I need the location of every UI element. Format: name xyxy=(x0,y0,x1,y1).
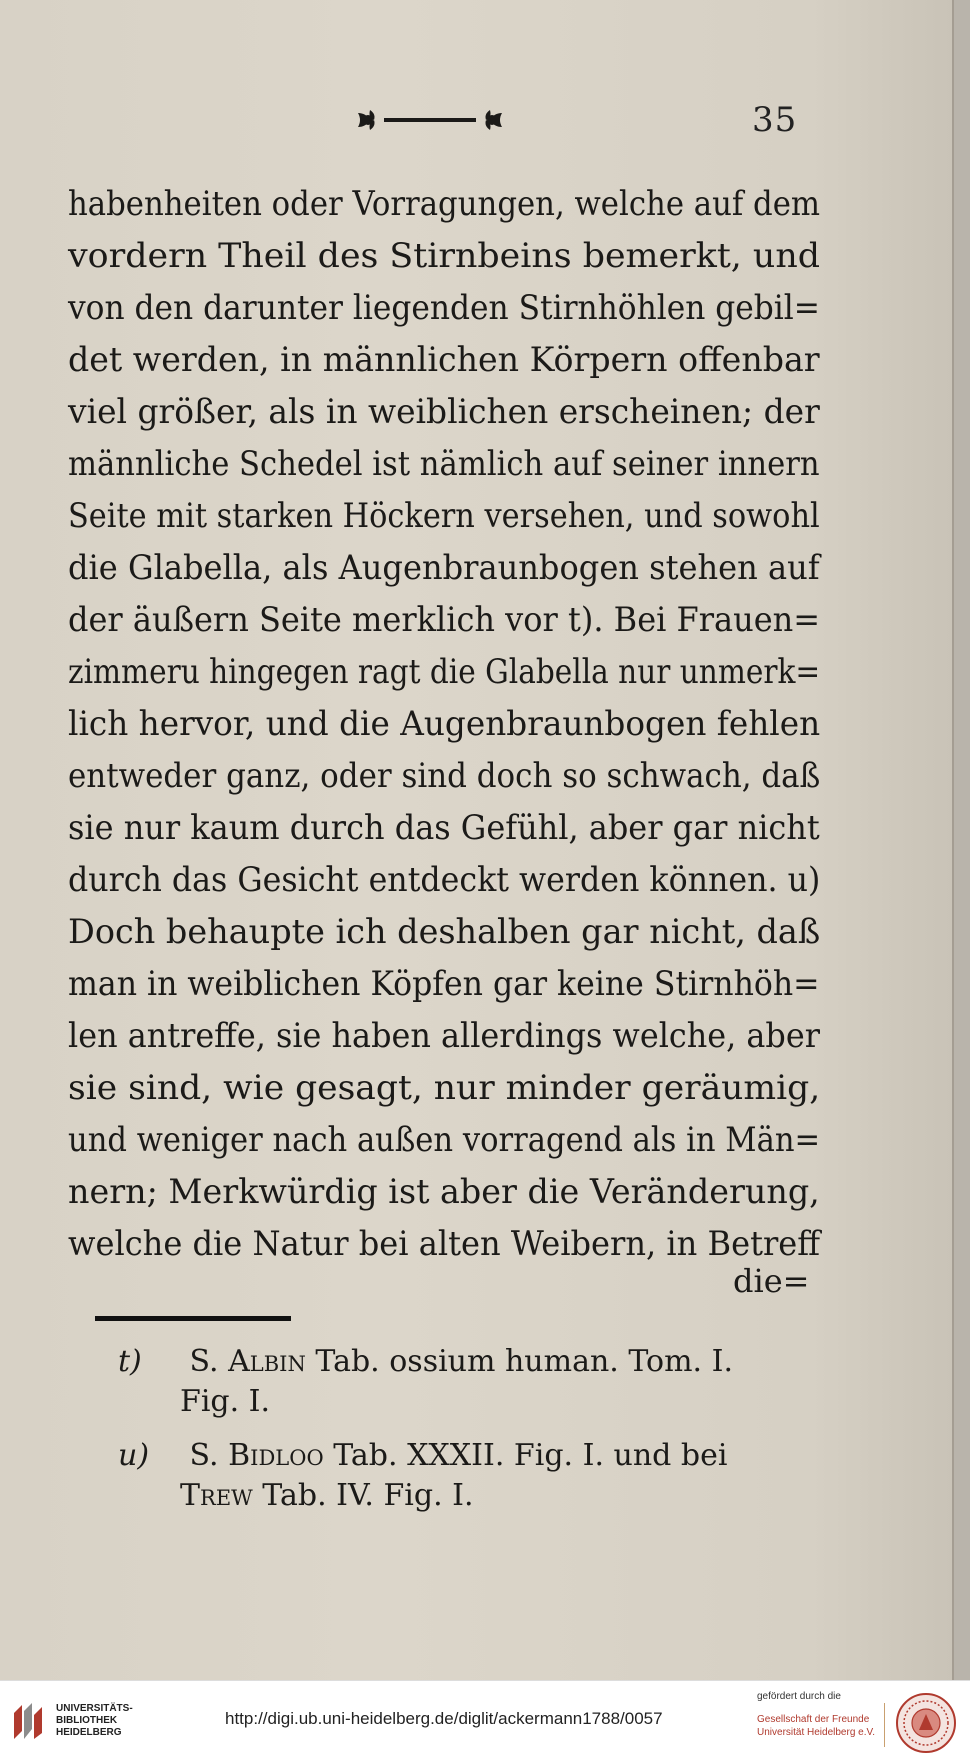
footer-divider xyxy=(884,1703,885,1747)
text-line: nern; Merkwürdig ist aber die Veränderung, xyxy=(68,1172,820,1212)
footnote-mark: t) xyxy=(118,1344,142,1379)
footnote-text: Tab. IV. Fig. I. xyxy=(262,1478,474,1513)
text-line: sie sind, wie gesagt, nur minder geräumig, xyxy=(68,1068,821,1108)
text-line: viel größer, als in weiblichen erscheinen; der xyxy=(68,392,820,432)
footer-bar xyxy=(0,1680,970,1756)
page-number: 35 xyxy=(752,100,798,140)
library-name: UNIVERSITÄTS- BIBLIOTHEK HEIDELBERG xyxy=(56,1703,133,1738)
sponsor-name: Gesellschaft der Freunde Universität Heidelberg e.V. xyxy=(757,1714,876,1738)
text-line: männliche Schedel ist nämlich auf seiner innern xyxy=(68,444,820,484)
footnote-mark: u) xyxy=(118,1438,150,1473)
sponsor-intro: gefördert durch die xyxy=(757,1691,841,1702)
text-line: und weniger nach außen vorragend als in Män= xyxy=(68,1120,821,1160)
text-line: man in weiblichen Köpfen gar keine Stirnhöh= xyxy=(68,964,820,1004)
text-line: det werden, in männlichen Körpern offenbar xyxy=(68,340,820,380)
text-line: len antreffe, sie haben allerdings welche, aber xyxy=(68,1016,820,1056)
university-seal-icon xyxy=(895,1692,957,1754)
footnote-sig: S. xyxy=(189,1344,219,1379)
ub-heidelberg-logo-icon xyxy=(10,1699,48,1743)
text-line: sie nur kaum durch das Gefühl, aber gar nicht xyxy=(68,808,820,848)
text-line: der äußern Seite merklich vor t). Bei Frauen= xyxy=(68,600,821,640)
footnote-text: Tab. XXXII. Fig. I. und bei xyxy=(333,1438,728,1473)
text-line: entweder ganz, oder sind doch so schwach, daß xyxy=(68,756,821,796)
text-line: die Glabella, als Augenbraunbogen stehen auf xyxy=(68,548,820,588)
footnote-author: Bidloo xyxy=(228,1438,324,1473)
footnote-text: Tab. ossium human. Tom. I. xyxy=(315,1344,734,1379)
text-line: durch das Gesicht entdeckt werden können. u) xyxy=(68,860,821,900)
footnote-author: Trew xyxy=(180,1478,253,1513)
fleuron-rule-icon xyxy=(350,95,510,145)
footnote-t xyxy=(118,1342,733,1382)
catchword: die= xyxy=(733,1262,810,1300)
footnote-u xyxy=(118,1436,727,1476)
text-line: vordern Theil des Stirnbeins bemerkt, und xyxy=(68,236,821,276)
permalink-url[interactable]: http://digi.ub.uni-heidelberg.de/diglit/ackermann1788/0057 xyxy=(225,1709,663,1728)
footnote-t-continuation xyxy=(118,1382,270,1422)
text-line: von den darunter liegenden Stirnhöhlen gebil= xyxy=(68,288,820,328)
footnote-u-continuation xyxy=(118,1476,474,1516)
text-line: Doch behaupte ich deshalben gar nicht, daß xyxy=(68,912,821,952)
text-line: welche die Natur bei alten Weibern, in Betreff xyxy=(68,1224,821,1264)
text-line: lich hervor, und die Augenbraunbogen fehlen xyxy=(68,704,821,744)
text-line: Seite mit starken Höckern versehen, und sowohl xyxy=(68,496,820,536)
footnote-divider xyxy=(95,1316,291,1321)
footnote-sig: S. xyxy=(189,1438,219,1473)
text-line: zimmeru hingegen ragt die Glabella nur unmerk= xyxy=(68,652,821,692)
footnote-author: Albin xyxy=(228,1344,306,1379)
text-line: habenheiten oder Vorragungen, welche auf dem xyxy=(68,184,821,224)
footnote-text: Fig. I. xyxy=(180,1384,271,1419)
